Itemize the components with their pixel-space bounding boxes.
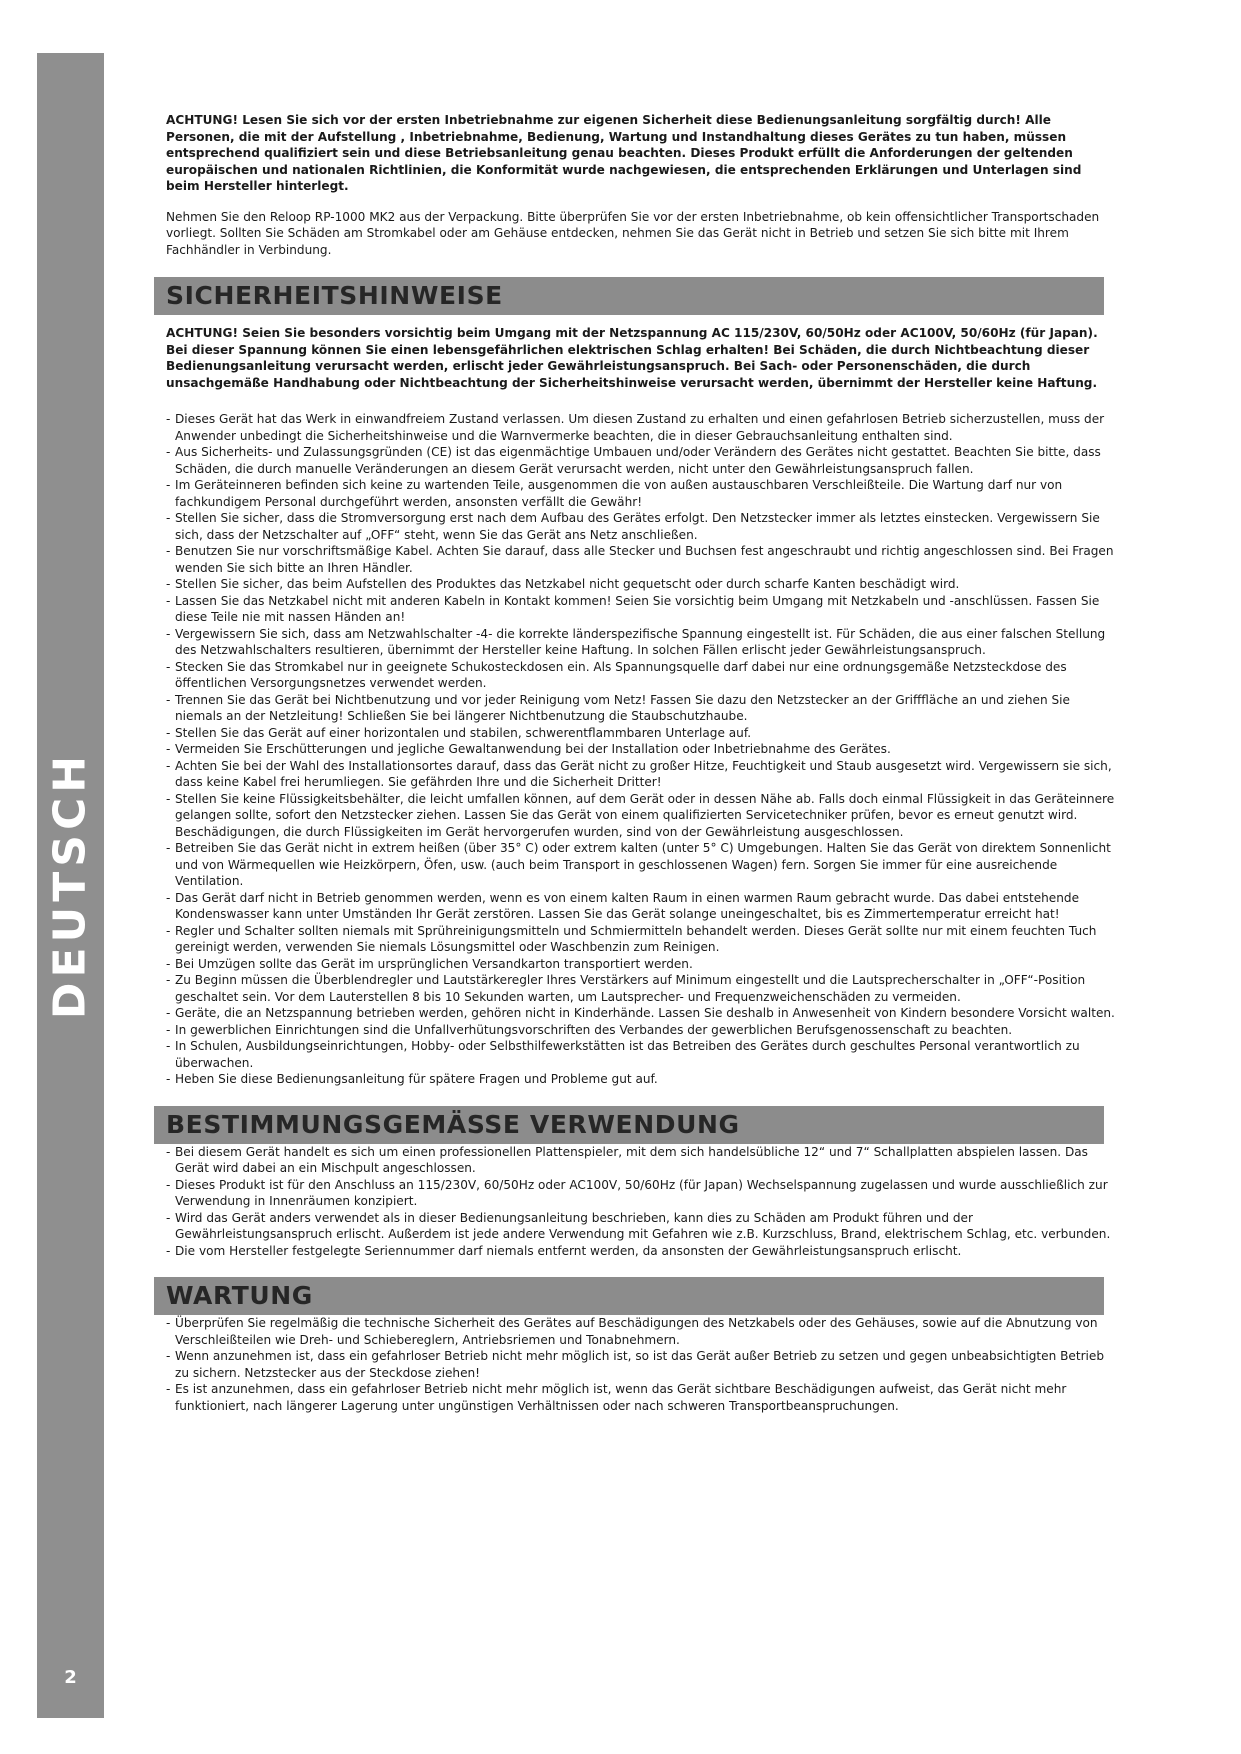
list-item: - Geräte, die an Netzspannung betrieben werden, gehören nicht in Kinderhände. Lassen Sie deshalb in Anwesenheit von Kindern besondere Vorsicht walten. (166, 1005, 1116, 1022)
list-item: - Stellen Sie das Gerät auf einer horizontalen und stabilen, schwerentflammbaren Unterlage auf. (166, 725, 1116, 742)
list-item: - Bei Umzügen sollte das Gerät im ursprünglichen Versandkarton transportiert werden. (166, 956, 1116, 973)
list-item: - Zu Beginn müssen die Überblendregler und Lautstärkeregler Ihres Verstärkers auf Minimum eingestellt und die Lautsprecherschalter in „OFF“-Position geschaltet sein. Vor dem Lauterstellen 8 bis 10 Sekunden warten, um Lautsprecher- und Frequenzweichenschäden zu vermeiden. (166, 972, 1116, 1005)
list-item: - Vergewissern Sie sich, dass am Netzwahlschalter -4- die korrekte länderspezifische Spannung eingestellt ist. Für Schäden, die aus einer falschen Stellung des Netzwahlschalters resultieren, übernimmt der Hersteller keine Haftung. In solchen Fällen erlischt jeder Gewährleistungsanspruch. (166, 626, 1116, 659)
list-item: - Benutzen Sie nur vorschriftsmäßige Kabel. Achten Sie darauf, dass alle Stecker und Buchsen fest angeschraubt und richtig angeschlossen sind. Bei Fragen wenden Sie sich bitte an Ihren Händler. (166, 543, 1116, 576)
list-item: - Achten Sie bei der Wahl des Installationsortes darauf, dass das Gerät nicht zu großer Hitze, Feuchtigkeit und Staub ausgesetzt wird. Vergewissern sie sich, dass keine Kabel frei herumliegen. Sie gefährden Ihre und die Sicherheit Dritter! (166, 758, 1116, 791)
list-item: - Wird das Gerät anders verwendet als in dieser Bedienungsanleitung beschrieben, kann dies zu Schäden am Produkt führen und der Gewährleistungsanspruch erlischt. Außerdem ist jede andere Verwendung mit Gefahren wie z.B. Kurzschluss, Brand, elektrischem Schlag, etc. verbunden. (166, 1210, 1116, 1243)
list-item: - Heben Sie diese Bedienungsanleitung für spätere Fragen und Probleme gut auf. (166, 1071, 1116, 1088)
section-heading-intended-use: BESTIMMUNGSGEMÄSSE VERWENDUNG (154, 1106, 1104, 1144)
section-heading-maintenance: WARTUNG (154, 1277, 1104, 1315)
list-item: - Trennen Sie das Gerät bei Nichtbenutzung und vor jeder Reinigung vom Netz! Fassen Sie dazu den Netzstecker an der Grifffläche an und ziehen Sie niemals an der Netzleitung! Schließen Sie bei längerer Nichtbenutzung die Staubschutzhaube. (166, 692, 1116, 725)
list-item: - Es ist anzunehmen, dass ein gefahrloser Betrieb nicht mehr möglich ist, wenn das Gerät sichtbare Beschädigungen aufweist, das Gerät nicht mehr funktioniert, nach längerer Lagerung unter ungünstigen Verhältnissen oder nach schweren Transportbeanspruchungen. (166, 1381, 1116, 1414)
maintenance-list (166, 1315, 1116, 1414)
list-item: - Stellen Sie keine Flüssigkeitsbehälter, die leicht umfallen können, auf dem Gerät oder in dessen Nähe ab. Falls doch einmal Flüssigkeit in das Geräteinnere gelangen sollte, sofort den Netzstecker ziehen. Lassen Sie das Gerät von einem qualifizierten Servicetechniker prüfen, bevor es erneut genutzt wird. Beschädigungen, die durch Flüssigkeiten im Gerät hervorgerufen wurden, sind von der Gewährleistung ausgeschlossen. (166, 791, 1116, 841)
list-item: - Aus Sicherheits- und Zulassungsgründen (CE) ist das eigenmächtige Umbauen und/oder Verändern des Gerätes nicht gestattet. Beachten Sie bitte, dass Schäden, die durch manuelle Veränderungen an diesem Gerät verursacht werden, nicht unter den Gewährleistungsanspruch fallen. (166, 444, 1116, 477)
list-item: - Lassen Sie das Netzkabel nicht mit anderen Kabeln in Kontakt kommen! Seien Sie vorsichtig beim Umgang mit Netzkabeln und -anschlüssen. Fassen Sie diese Teile nie mit nassen Händen an! (166, 593, 1116, 626)
list-item: - Stellen Sie sicher, dass die Stromversorgung erst nach dem Aufbau des Gerätes erfolgt. Den Netzstecker immer als letztes einstecken. Vergewissern Sie sich, dass der Netzschalter auf „OFF“ steht, wenn Sie das Gerät ans Netz anschließen. (166, 510, 1116, 543)
section-heading-safety: SICHERHEITSHINWEISE (154, 277, 1104, 315)
safety-list (166, 411, 1116, 1088)
list-item: - In Schulen, Ausbildungseinrichtungen, Hobby- oder Selbsthilfewerkstätten ist das Betreiben des Gerätes durch geschultes Personal verantwortlich zu überwachen. (166, 1038, 1116, 1071)
list-item: - Überprüfen Sie regelmäßig die technische Sicherheit des Gerätes auf Beschädigungen des Netzkabels oder des Gehäuses, sowie auf die Abnutzung von Verschleißteilen wie Dreh- und Schiebereglern, Antriebsriemen und Tonabnehmern. (166, 1315, 1116, 1348)
page-content (166, 112, 1116, 1414)
list-item: - Das Gerät darf nicht in Betrieb genommen werden, wenn es von einem kalten Raum in einen warmen Raum gebracht wurde. Das dabei entstehende Kondenswasser kann unter Umständen Ihr Gerät zerstören. Lassen Sie das Gerät solange uneingeschaltet, bis es Zimmertemperatur erreicht hat! (166, 890, 1116, 923)
list-item: - Dieses Gerät hat das Werk in einwandfreiem Zustand verlassen. Um diesen Zustand zu erhalten und einen gefahrlosen Betrieb sicherzustellen, muss der Anwender unbedingt die Sicherheitshinweise und die Warnvermerke beachten, die in dieser Gebrauchsanleitung enthalten sind. (166, 411, 1116, 444)
list-item: - Im Geräteinneren befinden sich keine zu wartenden Teile, ausgenommen die von außen austauschbaren Verschleißteile. Die Wartung darf nur von fachkundigem Personal durchgeführt werden, ansonsten verfällt die Gewähr! (166, 477, 1116, 510)
list-item: - Bei diesem Gerät handelt es sich um einen professionellen Plattenspieler, mit dem sich handelsübliche 12“ und 7“ Schallplatten abspielen lassen. Das Gerät wird dabei an ein Mischpult angeschlossen. (166, 1144, 1116, 1177)
list-item: - In gewerblichen Einrichtungen sind die Unfallverhütungsvorschriften des Verbandes der gewerblichen Berufsgenossenschaft zu beachten. (166, 1022, 1116, 1039)
page-number: 2 (64, 1667, 77, 1688)
intended-use-list (166, 1144, 1116, 1260)
list-item: - Regler und Schalter sollten niemals mit Sprühreinigungsmitteln und Schmiermitteln behandelt werden. Dieses Gerät sollte nur mit einem feuchten Tuch gereinigt werden, verwenden Sie niemals Lösungsmittel oder Waschbenzin zum Reinigen. (166, 923, 1116, 956)
list-item: - Die vom Hersteller festgelegte Seriennummer darf niemals entfernt werden, da ansonsten der Gewährleistungsanspruch erlischt. (166, 1243, 1116, 1260)
intro-warning: ACHTUNG! Lesen Sie sich vor der ersten Inbetriebnahme zur eigenen Sicherheit diese Bedienungsanleitung sorgfältig durch! Alle Personen, die mit der Aufstellung , Inbetriebnahme, Bedienung, Wartung und Instandhaltung dieses Gerätes zu tun haben, müssen entsprechend qualifiziert sein und diese Betriebsanleitung genau beachten. Dieses Produkt erfüllt die Anforderungen der geltenden europäischen und nationalen Richtlinien, die Konformität wurde nachgewiesen, die entsprechenden Erklärungen und Unterlagen sind beim Hersteller hinterlegt. (166, 113, 1082, 193)
safety-warning: ACHTUNG! Seien Sie besonders vorsichtig beim Umgang mit der Netzspannung AC 115/230V, 60/50Hz oder AC100V, 50/60Hz (für Japan). Bei dieser Spannung können Sie einen lebensgefährlichen elektrischen Schlag erhalten! Bei Schäden, die durch Nichtbeachtung dieser Bedienungsanleitung verursacht werden, erlischt jeder Gewährleistungsanspruch. Bei Sach- oder Personenschäden, die durch unsachgemäße Handhabung oder Nichtbeachtung der Sicherheitshinweise verursacht werden, übernimmt der Hersteller keine Haftung. (166, 326, 1098, 390)
intro-unpacking: Nehmen Sie den Reloop RP-1000 MK2 aus der Verpackung. Bitte überprüfen Sie vor der ersten Inbetriebnahme, ob kein offensichtlicher Transportschaden vorliegt. Sollten Sie Schäden am Stromkabel oder am Gehäuse entdecken, nehmen Sie das Gerät nicht in Betrieb und setzen Sie sich bitte mit Ihrem Fachhändler in Verbindung. (166, 209, 1100, 257)
list-item: - Stellen Sie sicher, das beim Aufstellen des Produktes das Netzkabel nicht gequetscht oder durch scharfe Kanten beschädigt wird. (166, 576, 1116, 593)
list-item: - Vermeiden Sie Erschütterungen und jegliche Gewaltanwendung bei der Installation oder Inbetriebnahme des Gerätes. (166, 741, 1116, 758)
list-item: - Wenn anzunehmen ist, dass ein gefahrloser Betrieb nicht mehr möglich ist, so ist das Gerät außer Betrieb zu setzen und gegen unbeabsichtigten Betrieb zu sichern. Netzstecker aus der Steckdose ziehen! (166, 1348, 1116, 1381)
language-label: DEUTSCH (44, 750, 96, 1020)
list-item: - Betreiben Sie das Gerät nicht in extrem heißen (über 35° C) oder extrem kalten (unter 5° C) Umgebungen. Halten Sie das Gerät von direktem Sonnenlicht und von Wärmequellen wie Heizkörpern, Öfen, usw. (auch beim Transport in geschlossenen Wagen) fern. Sorgen Sie immer für eine ausreichende Ventilation. (166, 840, 1116, 890)
list-item: - Stecken Sie das Stromkabel nur in geeignete Schukosteckdosen ein. Als Spannungsquelle darf dabei nur eine ordnungsgemäße Netzsteckdose des öffentlichen Versorgungsnetzes verwendet werden. (166, 659, 1116, 692)
list-item: - Dieses Produkt ist für den Anschluss an 115/230V, 60/50Hz oder AC100V, 50/60Hz (für Japan) Wechselspannung zugelassen und wurde ausschließlich zur Verwendung in Innenräumen konzipiert. (166, 1177, 1116, 1210)
